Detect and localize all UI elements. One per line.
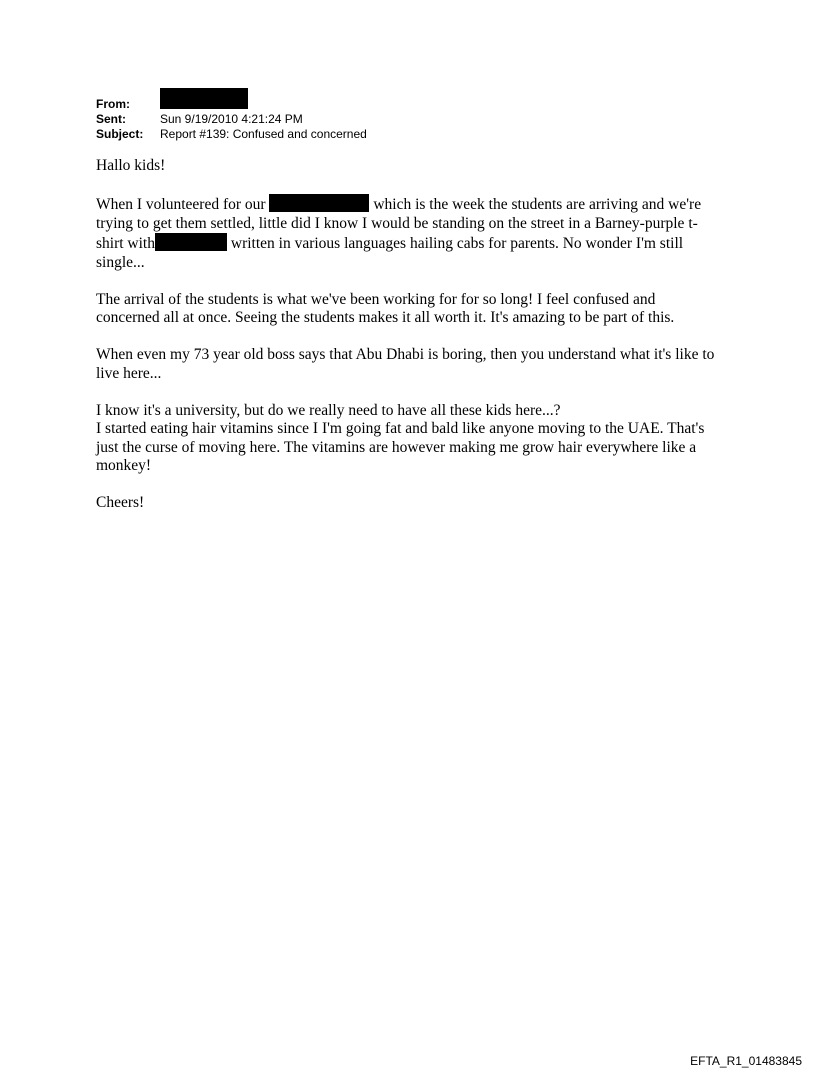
closing: Cheers! — [96, 494, 145, 511]
email-body — [96, 157, 721, 531]
sent-label: Sent: — [96, 112, 126, 126]
from-row — [96, 97, 367, 112]
subject-value: Report #139: Confused and concerned — [160, 127, 367, 141]
redacted-shirt-text-block — [155, 233, 227, 251]
email-header — [96, 97, 367, 142]
document-id: EFTA_R1_01483845 — [690, 1054, 802, 1068]
subject-label: Subject: — [96, 127, 144, 141]
paragraph-volunteering-part-2: which is the week the students are arriving and we're trying to get them settled, little did I know I would be standing on the street in a Barney-purple t-shirt with — [96, 196, 702, 252]
paragraph-vitamins — [96, 402, 721, 476]
sent-row — [96, 112, 367, 127]
redacted-sender-block — [160, 88, 248, 109]
paragraph-arrival: The arrival of the students is what we've been working for for so long! I feel confused and concerned all at once. Seeing the students makes it all worth it. It's amazing to be part of this. — [96, 290, 675, 326]
redacted-event-name-block — [269, 194, 369, 212]
greeting: Hallo kids! — [96, 157, 166, 174]
paragraph-volunteering-part-1: When I volunteered for our — [96, 196, 270, 213]
paragraph-volunteering — [96, 194, 721, 272]
sent-value: Sun 9/19/2010 4:21:24 PM — [160, 112, 303, 126]
subject-row — [96, 127, 367, 142]
paragraph-volunteering-part-3: written in various languages hailing cabs for parents. No wonder I'm still single... — [96, 235, 684, 271]
paragraph-abu-dhabi: When even my 73 year old boss says that Abu Dhabi is boring, then you understand what it's like to live here... — [96, 346, 715, 382]
paragraph-vitamins-line-1: I know it's a university, but do we really need to have all these kids here...? — [96, 401, 561, 419]
paragraph-vitamins-line-2: I started eating hair vitamins since I I'm going fat and bald like anyone moving to the UAE. That's just the curse of moving here. The vitamins are however making me grow hair everywhere like a monkey! — [96, 420, 705, 474]
from-label: From: — [96, 97, 130, 111]
